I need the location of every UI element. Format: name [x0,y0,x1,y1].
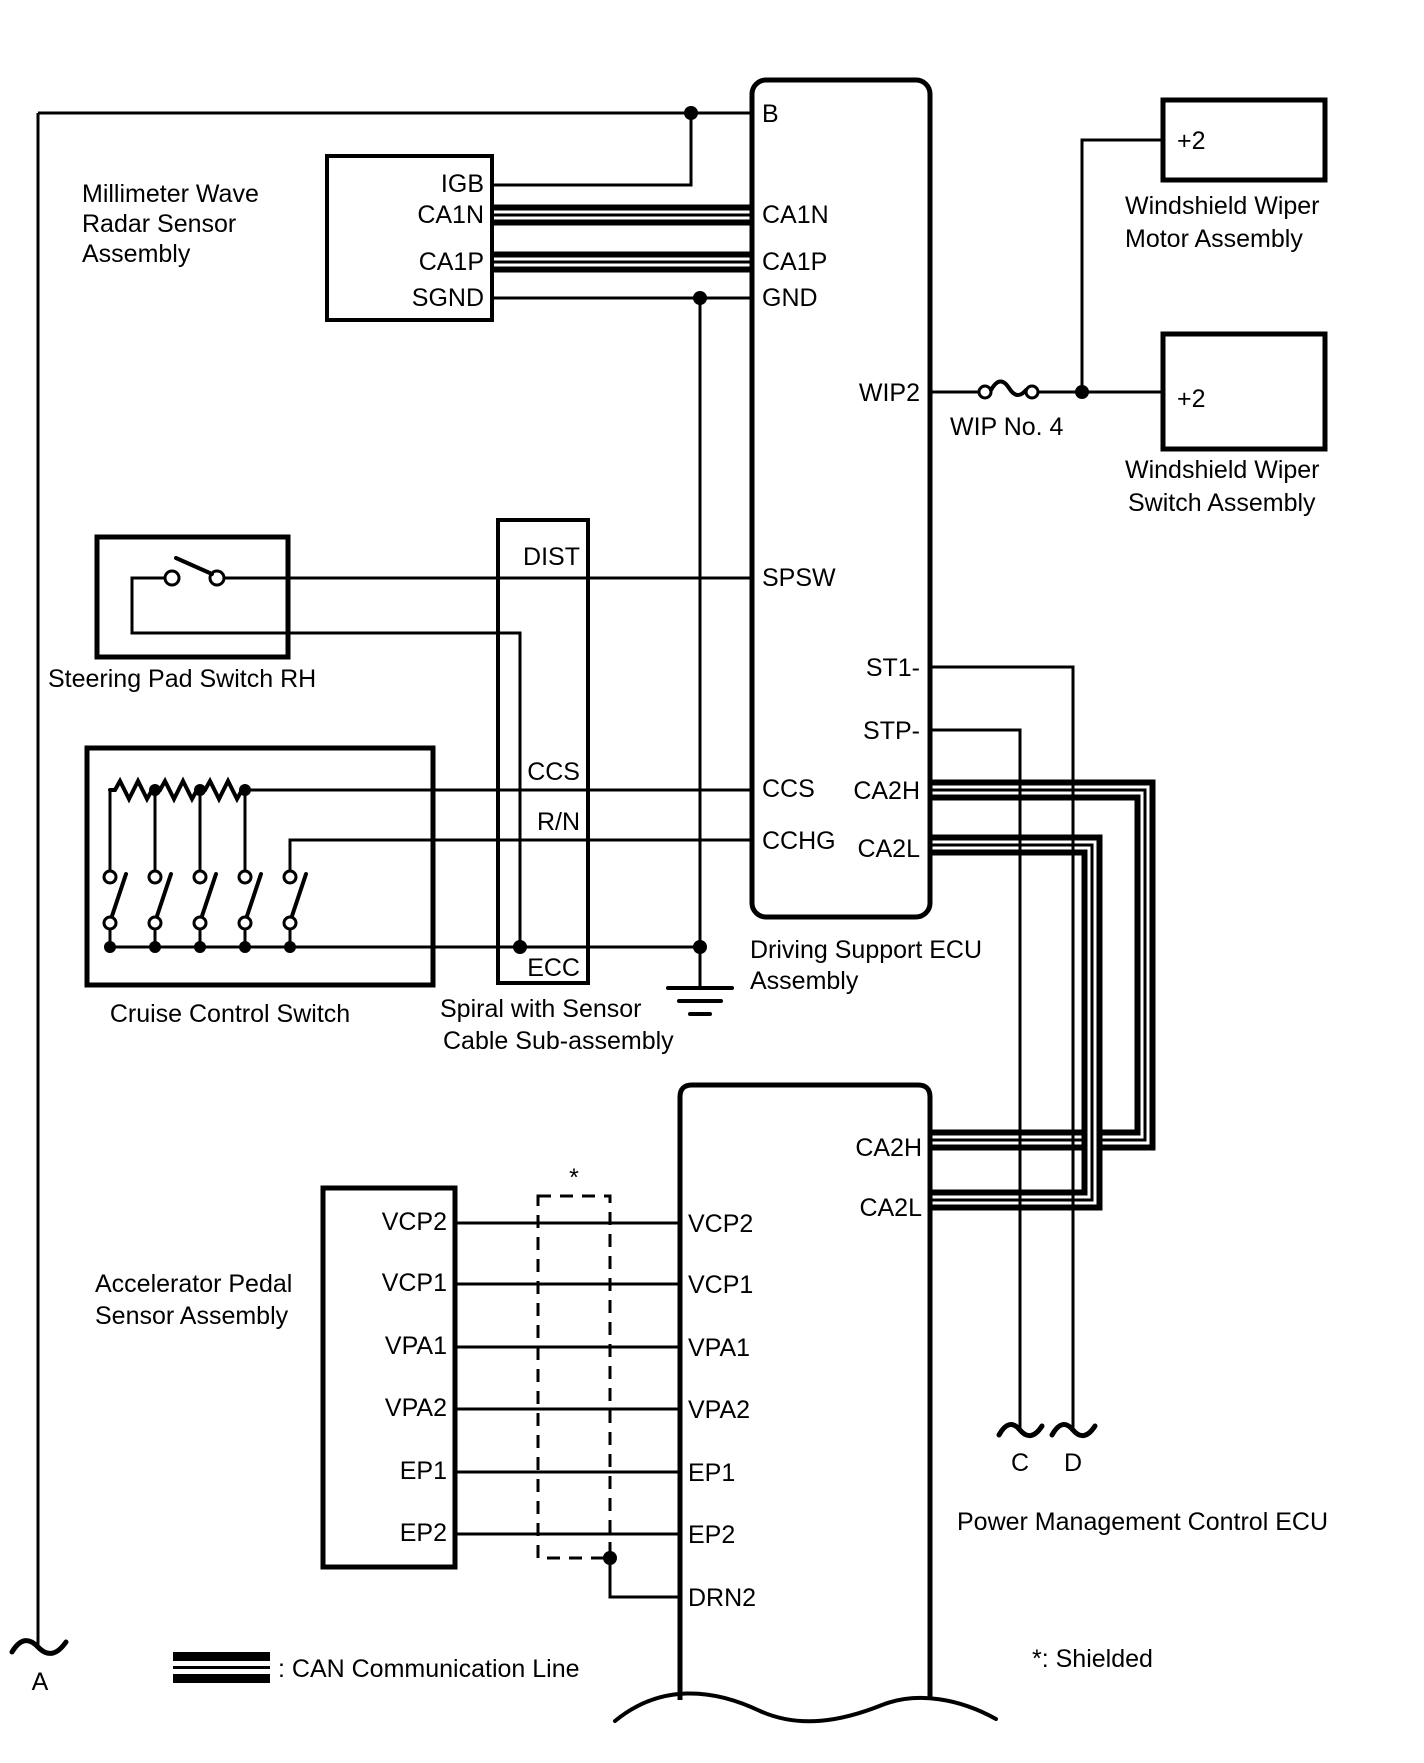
ecu-label-line1: Driving Support ECU [750,936,983,964]
pm-pin-ep1: EP1 [688,1459,736,1487]
ecu-pin-cchg: CCHG [762,827,836,855]
fuse-label: WIP No. 4 [950,413,1064,441]
pm-pin-vcp2: VCP2 [688,1210,754,1238]
ecu-pin-ca1p: CA1P [762,248,828,276]
spiral-label-line2: Cable Sub-assembly [443,1027,674,1055]
spiral-pin-ecc: ECC [527,954,580,982]
resistor-icon [155,781,200,799]
pm-pin-vcp1: VCP1 [688,1271,754,1299]
ecu-pin-spsw: SPSW [762,564,836,592]
radar-pin-ca1n: CA1N [417,201,484,229]
spiral-pin-ccs: CCS [527,758,580,786]
radar-label-line2: Radar Sensor [82,210,237,238]
pm-pin-ep2: EP2 [688,1521,736,1549]
wiper-switch-label-line2: Switch Assembly [1128,489,1316,517]
steering-box [97,537,288,657]
spiral-pin-dist: DIST [523,543,580,571]
pm-pin-drn2: DRN2 [688,1584,757,1612]
shield-star: * [569,1164,579,1192]
accel-box [323,1188,455,1567]
wiper-motor-pin: +2 [1177,127,1206,155]
can-legend-icon [173,1652,270,1683]
cruise-switches [104,871,306,929]
accel-pin-ep2: EP2 [399,1519,447,1547]
shield-dashed-box [538,1196,610,1558]
accel-pin-vpa2: VPA2 [384,1394,447,1422]
pm-pin-ca2h: CA2H [855,1134,922,1162]
spiral-box [498,520,588,983]
ecu-label-line2: Assembly [750,967,859,995]
connector-c-label: C [1010,1449,1030,1477]
spiral-pin-rn: R/N [536,808,580,836]
connector-a-label: A [31,1668,49,1696]
can-legend-label: : CAN Communication Line [278,1655,580,1683]
radar-pin-sgnd: SGND [411,284,484,312]
shielded-note: *: Shielded [1032,1645,1153,1673]
radar-label-line3: Assembly [82,240,191,268]
ecu-pin-wip2: WIP2 [858,379,920,407]
switch-contact-icon [165,571,179,585]
wiper-switch-label-line1: Windshield Wiper [1125,456,1320,484]
ground-icon [668,988,732,1014]
pm-label: Power Management Control ECU [957,1508,1328,1536]
wiper-motor-label-line1: Windshield Wiper [1125,192,1320,220]
resistor-icon [110,781,155,799]
wire-steering-return [132,578,520,947]
radar-pin-ca1p: CA1P [418,248,484,276]
pm-pin-ca2l: CA2L [859,1194,922,1222]
fuse-icon [991,381,1026,395]
torn-edge-wave-icon [615,1693,996,1721]
pm-pin-vpa1: VPA1 [688,1334,751,1362]
resistor-icon [200,781,245,799]
switch-blade-icon [176,558,212,574]
accel-pin-ep1: EP1 [399,1457,447,1485]
wiper-switch-pin: +2 [1177,385,1206,413]
ecu-pin-b: B [762,100,779,128]
accel-label-line1: Accelerator Pedal [95,1270,293,1298]
ecu-pin-ca1n: CA1N [762,201,829,229]
ecu-pin-ca2h: CA2H [853,777,920,805]
ecu-pin-ccs: CCS [762,775,815,803]
ecu-pin-gnd: GND [762,284,818,312]
radar-label-line1: Millimeter Wave [82,180,259,208]
spiral-label-line1: Spiral with Sensor [440,995,642,1023]
fuse-terminal-icon [979,386,991,398]
fuse-terminal-icon [1026,386,1038,398]
steering-label: Steering Pad Switch RH [48,665,317,693]
wiper-motor-label-line2: Motor Assembly [1125,225,1303,253]
wire-igb [492,113,691,185]
ecu-pin-st1: ST1- [865,654,920,682]
ecu-pin-stp: STP- [863,717,920,745]
cruise-label: Cruise Control Switch [109,1000,351,1028]
wire-wiper-motor [1082,140,1163,392]
ecu-pin-ca2l: CA2L [857,835,920,863]
connector-d-label: D [1063,1449,1083,1477]
accel-pin-vcp2: VCP2 [381,1208,447,1236]
pm-pin-vpa2: VPA2 [688,1396,751,1424]
accel-label-line2: Sensor Assembly [95,1302,289,1330]
wire-drn2 [610,1558,680,1597]
radar-pin-igb: IGB [440,170,484,198]
accel-pin-vcp1: VCP1 [381,1269,447,1297]
accel-pin-vpa1: VPA1 [384,1332,447,1360]
